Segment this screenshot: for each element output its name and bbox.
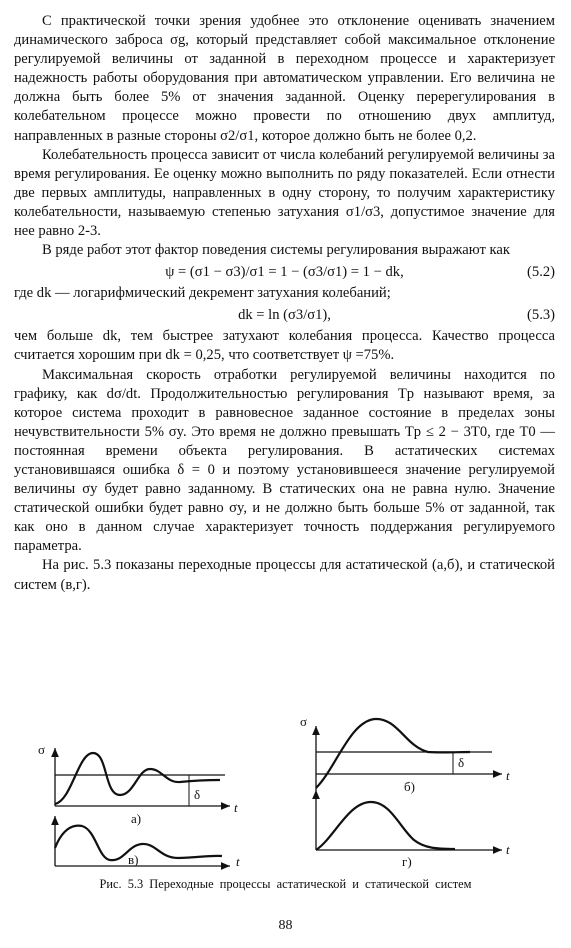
paragraph-5: На рис. 5.3 показаны переходные процессы для астатической (а,б), и статической систем (в,г). [14, 557, 555, 593]
curve-b [316, 719, 470, 788]
axis-t-label-c: t [236, 854, 240, 869]
figure-caption: Рис. 5.3 Переходные процессы астатической и статической систем [99, 877, 472, 891]
transient-plots [0, 708, 571, 878]
equation-number: (5.3) [527, 307, 555, 324]
curve-d [316, 802, 455, 850]
equation-number: (5.2) [527, 264, 555, 281]
equation-5-2 [14, 260, 555, 284]
body-text [14, 12, 555, 595]
label-a: а) [131, 811, 142, 826]
equation-formula: dk = ln (σ3/σ1), [238, 307, 331, 324]
axis-t-label-a: t [234, 800, 238, 815]
axis-sigma-label-b: σ [300, 714, 308, 729]
axis-sigma-label-a: σ [38, 742, 46, 757]
after-equation-text: чем больше dk, тем быстрее затухают колебания процесса. Качество процесса считается хорошим при dk = 0,25, что соответствует ψ =75%. [14, 328, 555, 364]
axis-t-label-d: t [506, 842, 510, 857]
equation-5-3 [14, 303, 555, 327]
curve-c [55, 826, 222, 861]
paragraph-4: Максимальная скорость отработки регулируемой величины находится по графику, как dσ/dt. Продолжительностью регулирования Tp называют время, за которое система проходит в равновесное заданное состояние в пределах зоны нечувствительности 5% σy. Это время не должно превышать Tp ≤ 2 − 3T0, где T0 — постоянная времени объекта регулирования. В астатических системах установившаяся ошибка δ = 0 и поэтому установившееся значение регулируемой величины σy будет равно заданному. В статических она не равна нулю. Значение статической ошибки будет равно σy, и не должно быть больше 5% от заданной, так как оно в данном случае характеризует точность поддержания регулируемого параметра. [14, 366, 555, 555]
figure-5-3 [0, 708, 571, 898]
equation-formula: ψ = (σ1 − σ3)/σ1 = 1 − (σ3/σ1) = 1 − dk, [165, 264, 404, 281]
label-b: б) [404, 779, 415, 794]
paragraph-3: В ряде работ этот фактор поведения системы регулирования выражают как [42, 242, 510, 259]
delta-label-b: δ [458, 755, 465, 770]
page-number: 88 [278, 918, 293, 933]
label-d: г) [402, 854, 412, 869]
axis-t-label-b: t [506, 768, 510, 783]
delta-label-a: δ [194, 787, 201, 802]
paragraph-2: Колебательность процесса зависит от числа колебаний регулируемой величины за время регулирования. Ее оценку можно выполнить по ряду показателей. Если отнести две первых амплитуды, направленных в одну сторону, то получим характеристику колебательности, называемую степенью затухания σ1/σ3, допустимое значение для нее равно 2-3. [14, 146, 555, 240]
where-line: где dk — логарифмический декремент затухания колебаний; [14, 285, 391, 302]
label-c: в) [128, 852, 139, 867]
paragraph-1: С практической точки зрения удобнее это отклонение оценивать значением динамического заброса σg, который представляет собой максимальное отклонение регулируемой величины от заданной в переходном процессе и характеризует надежность работы оборудования при автоматическом управлении. Его величина не должна быть более 5% от значения заданной. Оценку перерегулирования в колебательном процессе можно провести по отношению двух амплитуд, направленных в разные стороны σ2/σ1, которое должно быть не более 0,2. [14, 13, 555, 144]
